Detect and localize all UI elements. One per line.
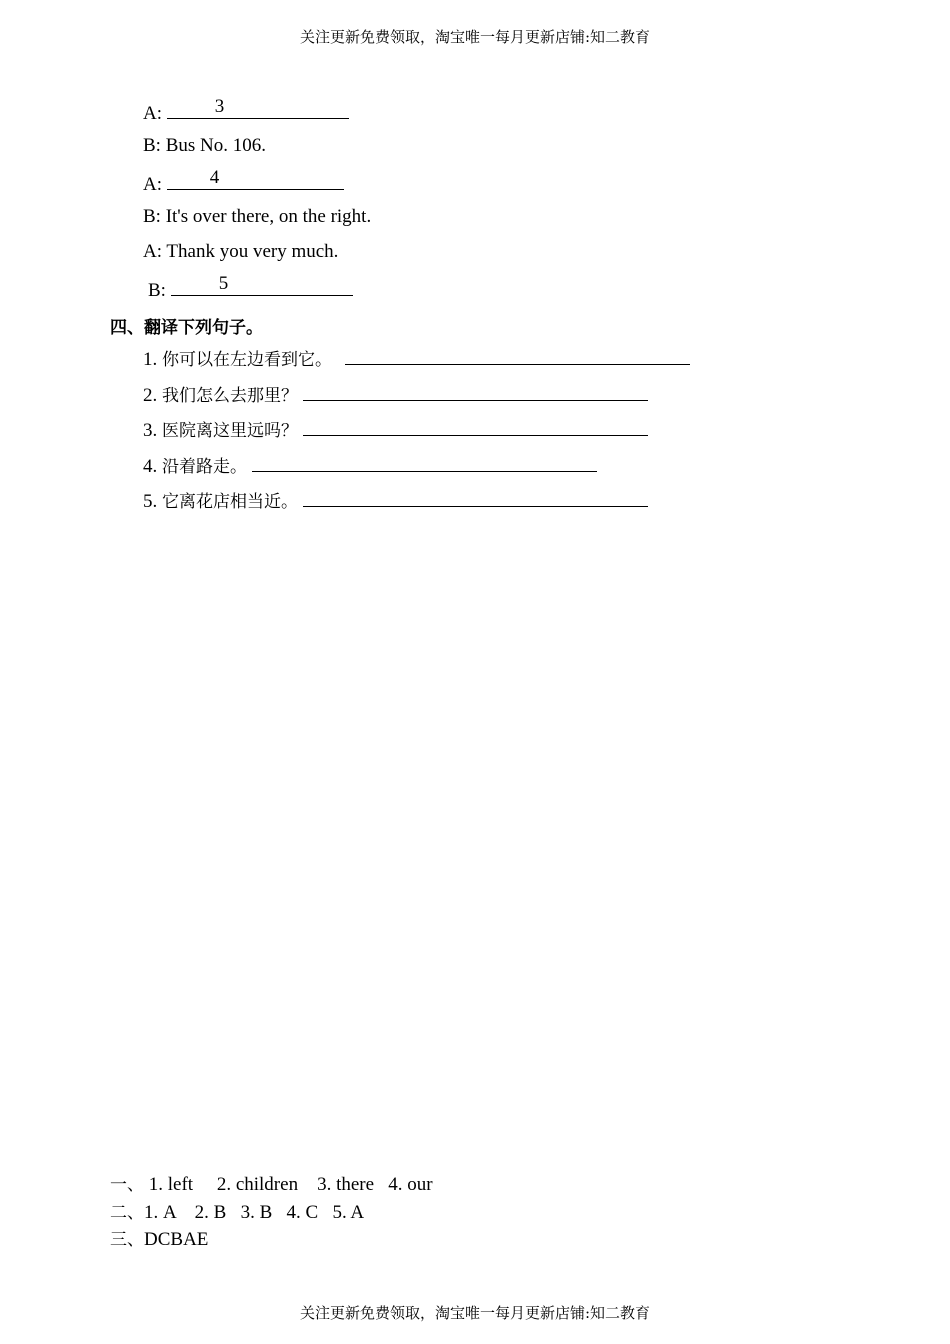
answer-blank	[252, 453, 597, 472]
answer-key-line-3	[110, 1225, 208, 1251]
dialogue-line-1	[143, 96, 349, 125]
item-text: 它离花店相当近。	[162, 492, 298, 512]
dialogue-line-4	[143, 206, 371, 228]
answer-blank	[167, 96, 349, 119]
dialogue-text: Bus No. 106.	[165, 135, 266, 156]
dialogue-line-6	[148, 273, 353, 302]
dialogue-text: It's over there, on the right.	[165, 206, 372, 227]
item-number: 1.	[143, 349, 158, 370]
item-number: 3.	[143, 420, 158, 441]
dialogue-text: Thank you very much.	[166, 241, 339, 262]
blank-number: 4	[209, 167, 220, 188]
answer-label: 一、	[110, 1175, 144, 1195]
translation-item-3	[143, 417, 648, 442]
dialogue-line-2	[143, 135, 266, 157]
blank-number: 3	[214, 96, 225, 117]
speaker-label: B:	[143, 206, 161, 227]
item-text: 你可以在左边看到它。	[162, 350, 332, 370]
item-number: 2.	[143, 385, 158, 406]
item-number: 4.	[143, 456, 158, 477]
speaker-label: A:	[143, 241, 162, 262]
answer-blank	[303, 382, 648, 401]
answer-text: 1. A 2. B 3. B 4. C 5. A	[144, 1202, 365, 1223]
speaker-label: A:	[143, 174, 162, 195]
speaker-label: B:	[148, 280, 166, 301]
answer-key-line-1	[110, 1170, 433, 1196]
item-text: 医院离这里远吗？	[162, 421, 298, 441]
answer-label: 二、	[110, 1203, 144, 1223]
item-text: 我们怎么去那里？	[162, 386, 298, 406]
item-text: 沿着路走。	[162, 457, 247, 477]
dialogue-line-5	[143, 241, 338, 263]
speaker-label: B:	[143, 135, 161, 156]
answer-label: 三、	[110, 1230, 144, 1250]
answer-text: 1. left 2. children 3. there 4. our	[148, 1174, 433, 1195]
translation-item-5	[143, 488, 648, 513]
translation-item-1	[143, 346, 690, 371]
dialogue-line-3	[143, 167, 344, 196]
answer-key-line-2	[110, 1198, 364, 1224]
answer-text: DCBAE	[144, 1229, 209, 1250]
blank-number: 5	[218, 273, 229, 294]
item-number: 5.	[143, 491, 158, 512]
translation-item-4	[143, 453, 597, 478]
speaker-label: A:	[143, 103, 162, 124]
answer-blank	[303, 417, 648, 436]
answer-blank	[303, 488, 648, 507]
translation-item-2	[143, 382, 648, 407]
page-header: 关注更新免费领取，淘宝唯一每月更新店铺:知二教育	[299, 28, 651, 46]
answer-blank	[167, 167, 344, 190]
page-footer: 关注更新免费领取，淘宝唯一每月更新店铺:知二教育	[299, 1304, 651, 1322]
answer-blank	[171, 273, 353, 296]
answer-blank	[345, 346, 690, 365]
section-title: 四、翻译下列句子。	[110, 318, 263, 338]
